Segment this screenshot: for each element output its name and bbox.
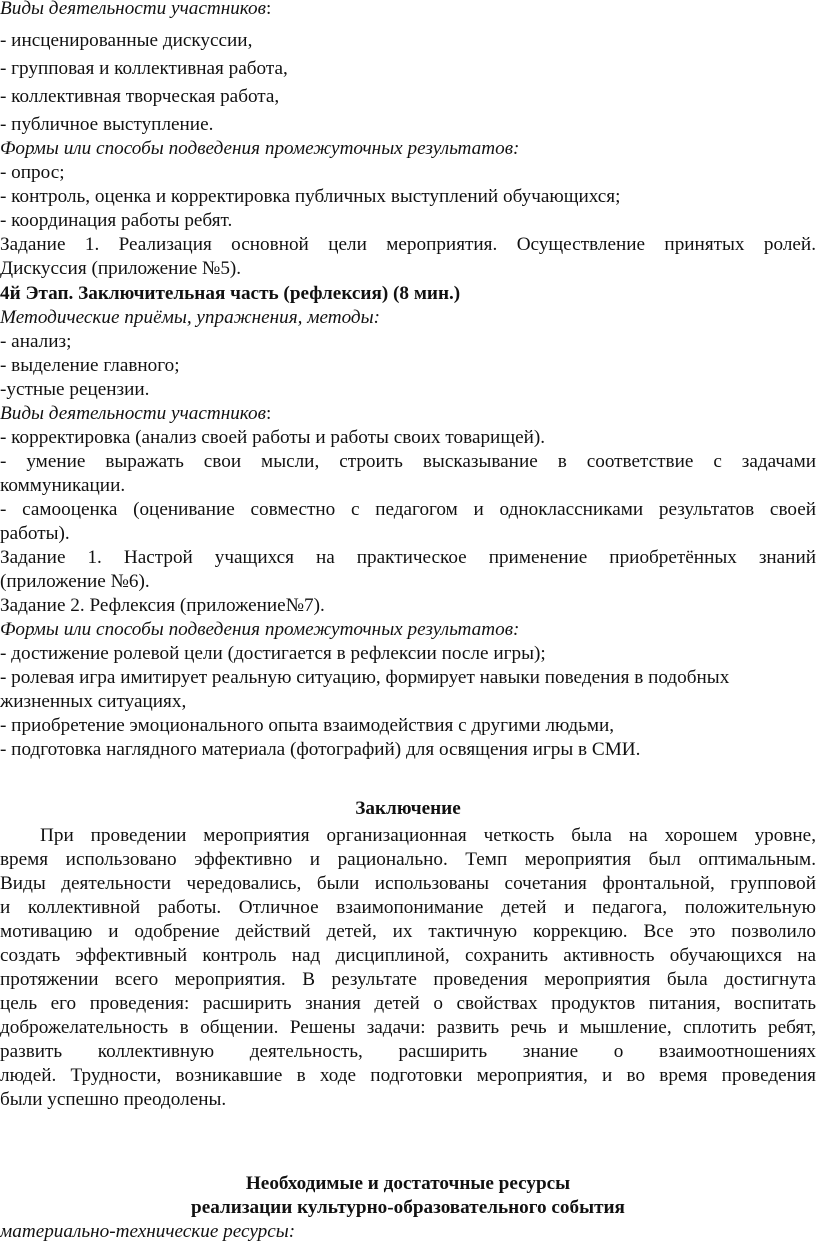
list-item: - инсценированные дискуссии, [0, 30, 253, 51]
resources-title: Необходимые и достаточные ресурсы [245, 1173, 571, 1194]
activities-heading [0, 402, 816, 425]
list-item: - групповая и коллективная работа, [0, 58, 288, 79]
resources-subtitle: реализации культурно-образовательного события [191, 1197, 625, 1218]
list-item: жизненных ситуациях, [0, 691, 187, 712]
conclusion-title: Заключение [355, 798, 461, 819]
list-item: - публичное выступление. [0, 114, 214, 135]
paragraph-line: Виды деятельности чередовались, были использованы сочетания фронтальной, групповой [0, 873, 816, 894]
paragraph-line: цель его проведения: расширить знания детей о свойствах продуктов питания, воспитать [0, 993, 816, 1014]
colon: : [265, 403, 272, 424]
list-item: - умение выражать свои мысли, строить высказывание в соответствие с задачами [0, 451, 816, 472]
task-text: Дискуссия (приложение №5). [0, 258, 242, 279]
paragraph-line: мотивацию и одобрение действий детей, их тактичную коррекцию. Все это позволило [0, 921, 816, 942]
stage4-title: 4й Этап. Заключительная часть (рефлексия) (8 мин.) [0, 283, 461, 304]
list-item: - опрос; [0, 162, 65, 183]
list-item: - анализ; [0, 331, 72, 352]
list-item: - контроль, оценка и корректировка публичных выступлений обучающихся; [0, 186, 621, 207]
paragraph-line: создать эффективный контроль над дисциплиной, сохранить активность обучающихся на [0, 945, 816, 966]
list-item: работы). [0, 523, 70, 544]
task-text: Задание 1. Настрой учащихся на практическое применение приобретённых знаний [0, 547, 816, 568]
task-text: (приложение №6). [0, 571, 150, 592]
list-item: - достижение ролевой цели (достигается в рефлексии после игры); [0, 643, 546, 664]
forms-heading: Формы или способы подведения промежуточных результатов: [0, 138, 520, 159]
list-item: коммуникации. [0, 475, 126, 496]
paragraph-line: доброжелательность в общении. Решены задачи: развить речь и мышление, сплотить ребят, [0, 1017, 816, 1038]
paragraph-line: и коллективной работы. Отличное взаимопонимание детей и педагога, положительную [0, 897, 816, 918]
list-item: - приобретение эмоционального опыта взаимодействия с другими людьми, [0, 715, 615, 736]
paragraph-line: При проведении мероприятия организационная четкость была на хорошем уровне, [40, 825, 816, 846]
list-item: -устные рецензии. [0, 379, 150, 400]
paragraph-line: развить коллективную деятельность, расширить знание о взаимоотношениях [0, 1041, 816, 1062]
colon: : [265, 0, 272, 19]
activities-heading [0, 0, 816, 20]
forms-heading: Формы или способы подведения промежуточных результатов: [0, 619, 520, 640]
list-item: - ролевая игра имитирует реальную ситуацию, формирует навыки поведения в подобных [0, 667, 730, 688]
task-text: Задание 1. Реализация основной цели мероприятия. Осуществление принятых ролей. [0, 234, 816, 255]
activities-heading-text: Виды деятельности участников [0, 0, 266, 19]
paragraph-line: были успешно преодолены. [0, 1089, 227, 1110]
list-item: - подготовка наглядного материала (фотографий) для освящения игры в СМИ. [0, 739, 641, 760]
list-item: - коллективная творческая работа, [0, 86, 280, 107]
paragraph-line: время использовано эффективно и рационально. Темп мероприятия был оптимальным. [0, 849, 816, 870]
activities-heading-text: Виды деятельности участников [0, 403, 266, 424]
list-item: - координация работы ребят. [0, 210, 233, 231]
paragraph-line: людей. Трудности, возникавшие в ходе подготовки мероприятия, и во время проведения [0, 1065, 816, 1086]
list-item: - выделение главного; [0, 355, 180, 376]
task-text: Задание 2. Рефлексия (приложение№7). [0, 595, 325, 616]
list-item: - самооценка (оценивание совместно с педагогом и одноклассниками результатов своей [0, 499, 816, 520]
methods-heading: Методические приёмы, упражнения, методы: [0, 307, 381, 328]
list-item: - корректировка (анализ своей работы и работы своих товарищей). [0, 427, 546, 448]
material-resources-heading: материально-технические ресурсы: [0, 1221, 296, 1242]
paragraph-line: протяжении всего мероприятия. В результате проведения мероприятия была достигнута [0, 969, 816, 990]
